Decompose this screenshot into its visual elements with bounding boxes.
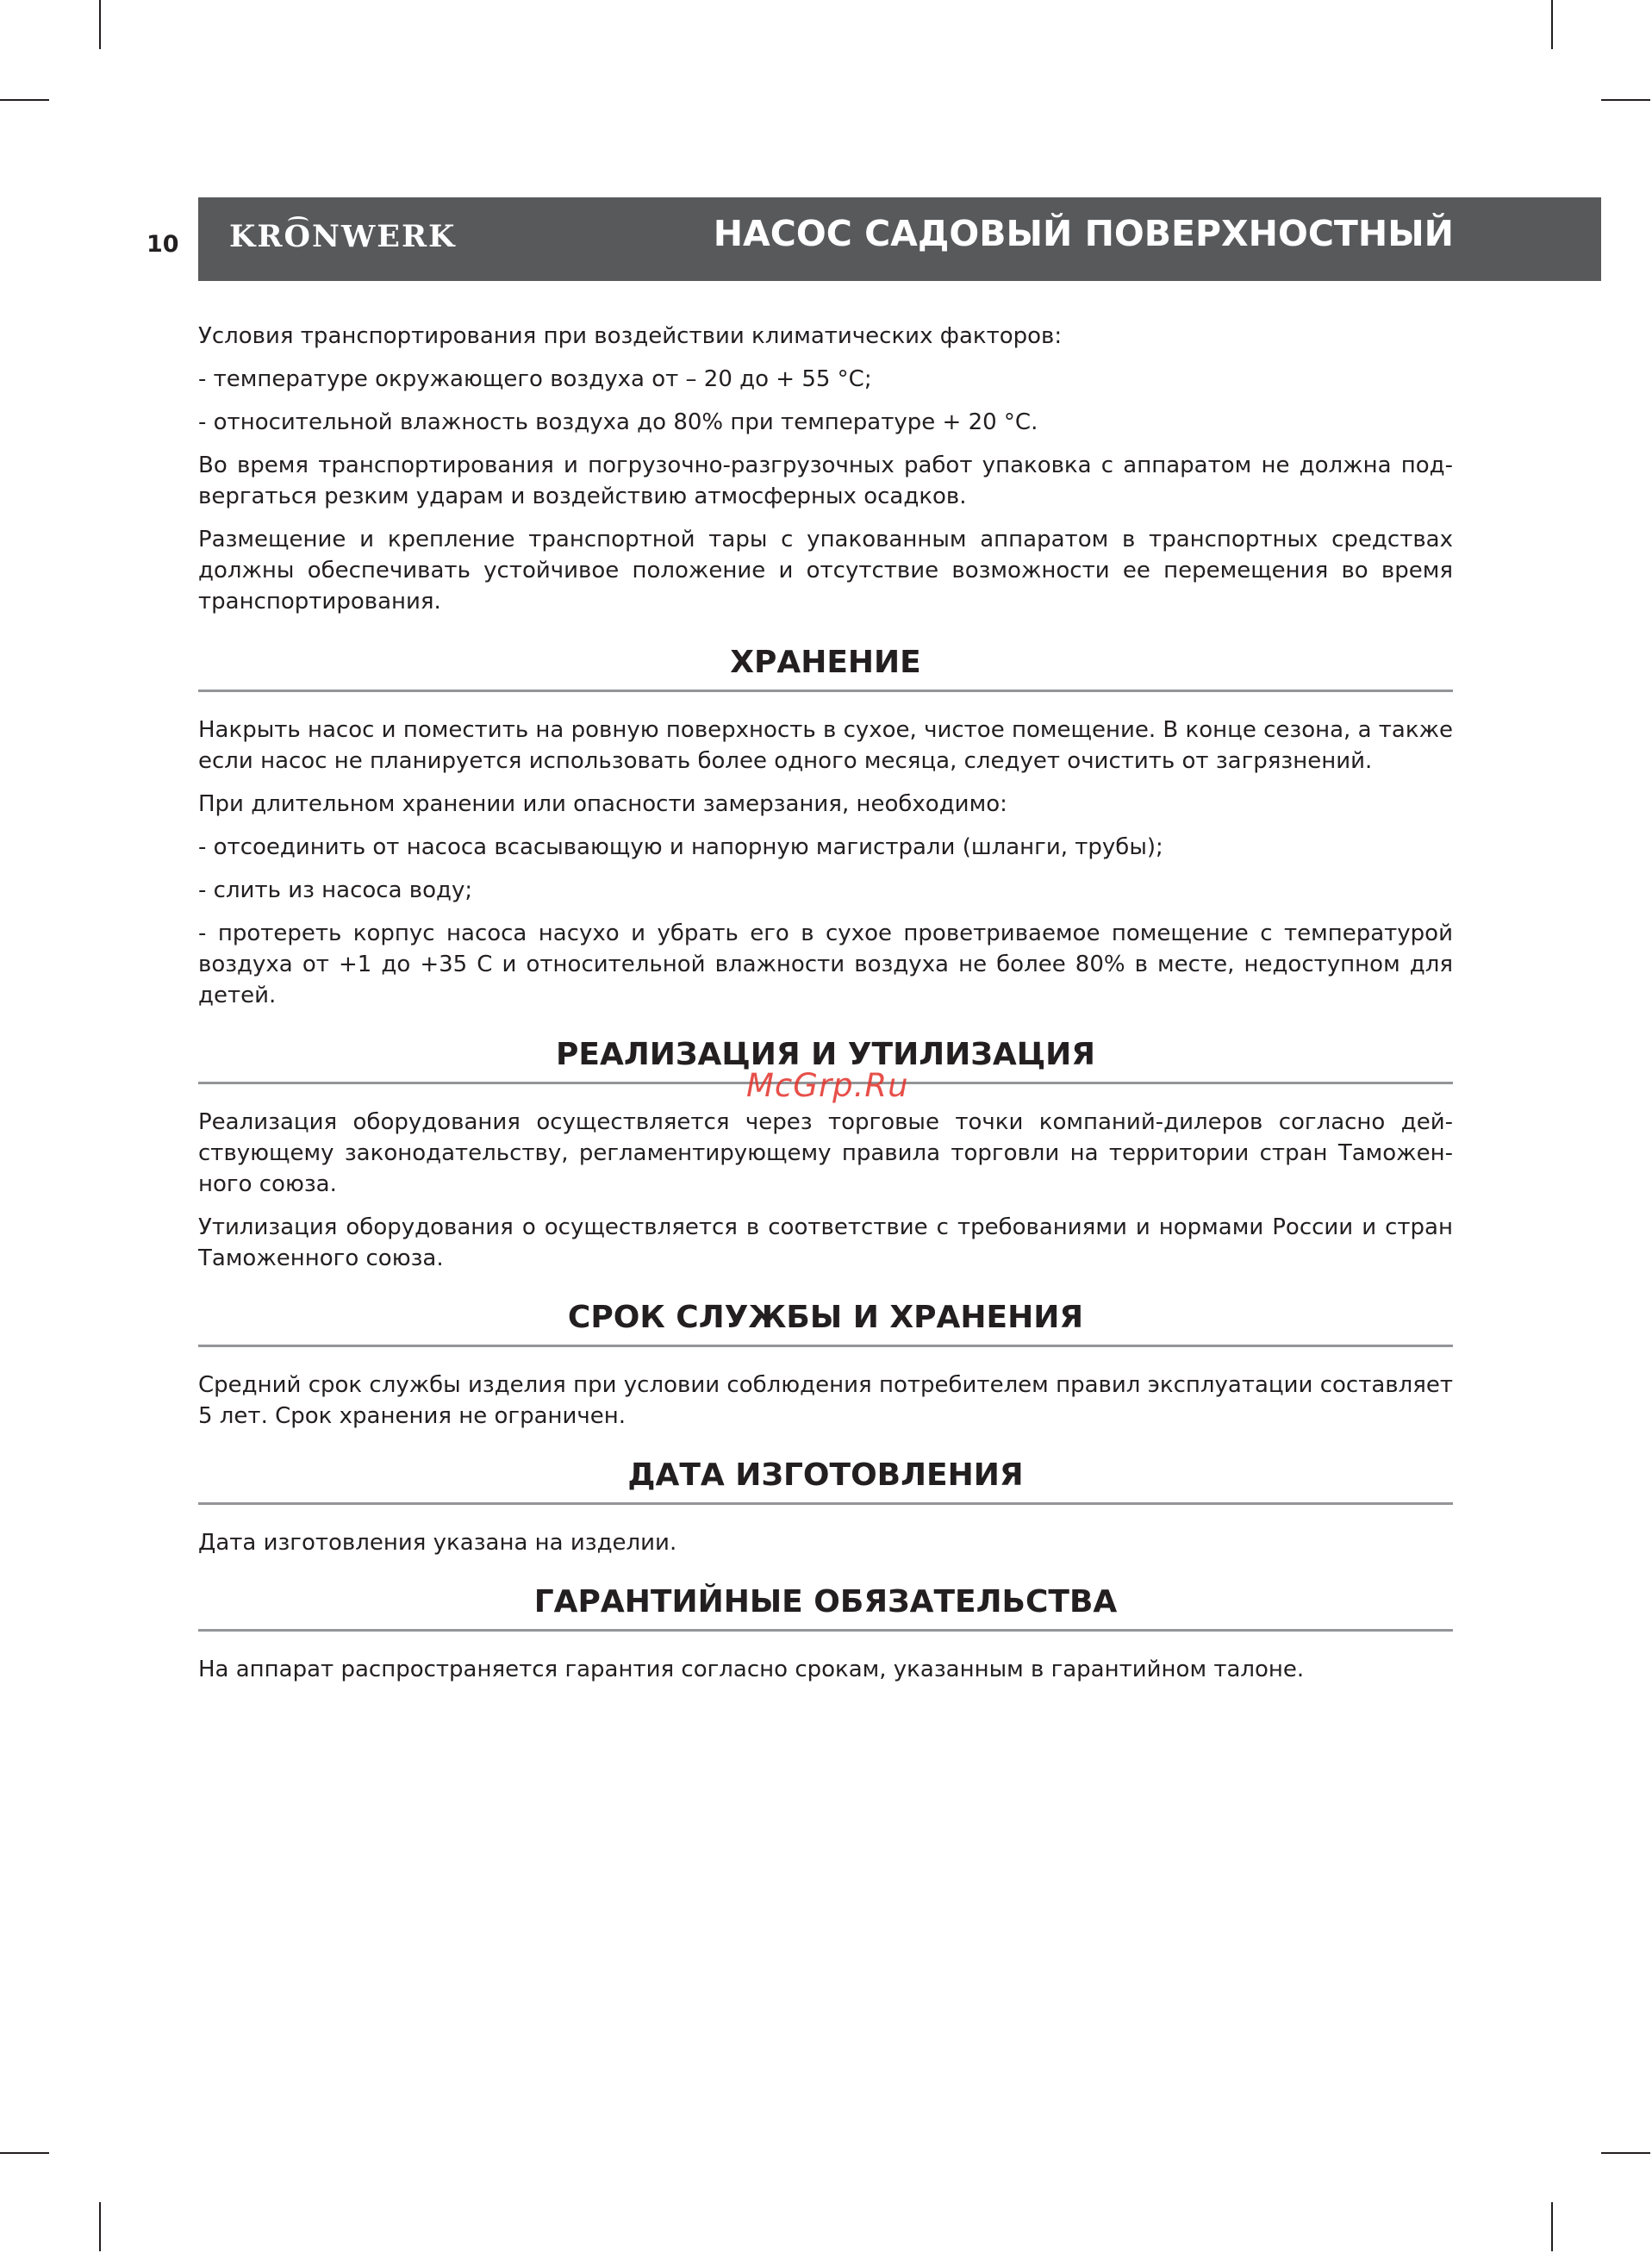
crop-mark-top-right (1551, 0, 1553, 49)
crop-mark-right-top (1601, 99, 1650, 101)
storage-paragraph: - протереть корпус насоса насухо и убрать его в сухое проветриваемое помещение с температурой воздуха от +1 до +35 С и относительной влажности воздуха не более 80% в месте, недоступном для детей. (198, 921, 1453, 1008)
crop-mark-bottom-right (1551, 2202, 1553, 2251)
manufacture-date-paragraph: Дата изготовления указана на изделии. (198, 1530, 677, 1556)
transport-paragraph: Условия транспортирования при воздействии климатических факторов: (198, 323, 1063, 349)
warranty-heading: ГАРАНТИЙНЫЕ ОБЯЗАТЕЛЬСТВА (198, 1582, 1453, 1632)
transport-paragraph: Размещение и крепление транспортной тары с упакованным аппаратом в транспортных средствах должны обеспечивать устойчивое положение и отсутствие возможности ее перемещения во время транспортирования. (198, 527, 1453, 615)
manufacture-date-section (198, 1456, 1453, 1558)
storage-paragraph: - отсоединить от насоса всасывающую и напорную магистрали (шланги, трубы); (198, 834, 1163, 860)
disposal-paragraph: Реализация оборудования осуществляется через торговые точки компаний-дилеров согласно действующему законодательству, регламентирующему правила торговли на территории стран Таможенного союза. (198, 1109, 1453, 1197)
document-body (198, 321, 1453, 1697)
page-title: НАСОС САДОВЫЙ ПОВЕРХНОСТНЫЙ (713, 213, 1454, 254)
service-life-section (198, 1298, 1453, 1432)
logo-arc-icon (288, 216, 309, 227)
crop-mark-left-bottom (0, 2152, 49, 2154)
warranty-section (198, 1582, 1453, 1685)
manufacture-date-heading: ДАТА ИЗГОТОВЛЕНИЯ (198, 1456, 1453, 1505)
crop-mark-left-top (0, 99, 49, 101)
storage-section (198, 643, 1453, 1011)
storage-paragraph: Накрыть насос и поместить на ровную поверхность в сухое, чистое помещение. В конце сезона, а также если насос не планируется использовать более одного месяца, следует очистить от загрязнений. (198, 717, 1453, 774)
storage-paragraph: - слить из насоса воду; (198, 877, 473, 903)
brand-name: KRONWERK (229, 219, 457, 254)
service-life-paragraph: Средний срок службы изделия при условии соблюдения потребителем правил эксплуатации составляет 5 лет. Срок хранения не ограничен. (198, 1372, 1453, 1429)
transport-paragraph: Во время транспортирования и погрузочно-разгрузочных работ упаковка с аппаратом не должна подвергаться резким ударам и воздействию атмосферных осадков. (198, 452, 1453, 509)
crop-mark-bottom-left (99, 2202, 101, 2251)
transport-section (198, 321, 1453, 617)
warranty-paragraph: На аппарат распространяется гарантия согласно срокам, указанным в гарантийном талоне. (198, 1657, 1305, 1682)
transport-paragraph: - температуре окружающего воздуха от – 20 до + 55 °С; (198, 366, 872, 392)
disposal-paragraph: Утилизация оборудования о осуществляется в соответствие с требованиями и нормами России и стран Таможенного союза. (198, 1214, 1453, 1271)
storage-heading: ХРАНЕНИЕ (198, 643, 1453, 692)
transport-paragraph: - относительной влажность воздуха до 80% при температуре + 20 °С. (198, 409, 1038, 435)
service-life-heading: СРОК СЛУЖБЫ И ХРАНЕНИЯ (198, 1298, 1453, 1347)
storage-paragraph: При длительном хранении или опасности замерзания, необходимо: (198, 791, 1007, 817)
brand-logo (229, 219, 456, 254)
disposal-heading: РЕАЛИЗАЦИЯ И УТИЛИЗАЦИЯ (198, 1035, 1453, 1084)
header-bar (198, 197, 1601, 281)
page-number: 10 (146, 231, 179, 258)
crop-mark-right-bottom (1601, 2152, 1650, 2154)
watermark: McGrp.Ru (746, 1067, 909, 1104)
crop-mark-top-left (99, 0, 101, 49)
